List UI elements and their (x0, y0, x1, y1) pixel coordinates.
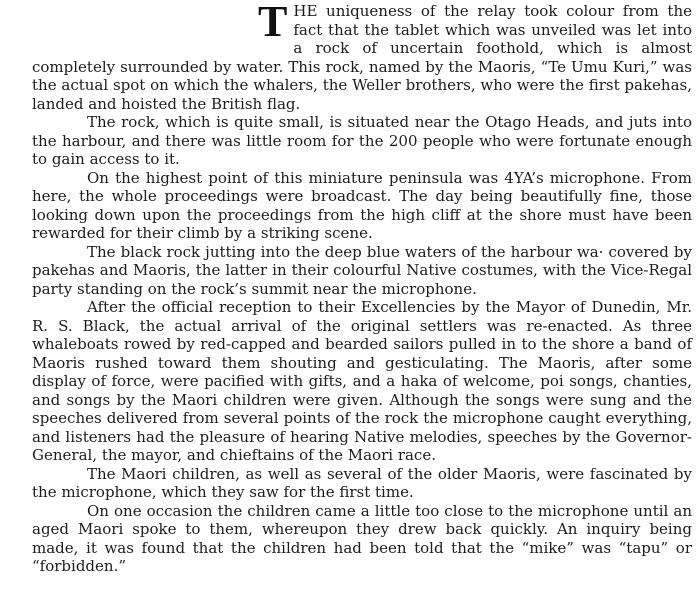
paragraph-6: The Maori children, as well as several of the older Maoris, were fascinated by the microphone, which they saw for the first time. (32, 464, 692, 501)
paragraph-7: On one occasion the children came a little too close to the microphone until an aged Maori spoke to them, whereupon they drew back quickly. An inquiry being made, it was found that the children had been told that the “mike” was “tapu” or “forbidden.” (32, 501, 692, 575)
paragraph-3: On the highest point of this miniature peninsula was 4YA’s microphone. From here, the whole proceedings were broadcast. The day being beautifully fine, those looking down upon the proceedings from the high cliff at the shore must have been rewarded for their climb by a striking scene. (32, 168, 692, 242)
paragraph-1-text: HE uniqueness of the relay took colour from the fact that the tablet which was unveiled was let into a rock of uncertain foothold, which is almost completely surrounded by water. This rock, named by the Maoris, “Te Umu Kuri,” was the actual spot on which the whalers, the Weller brothers, who were the first pakehas, landed and hoisted the British flag. (32, 2, 692, 113)
paragraph-2: The rock, which is quite small, is situated near the Otago Heads, and juts into the harbour, and there was little room for the 200 people who were fortunate enough to gain access to it. (32, 113, 692, 168)
paragraph-5: After the official reception to their Excellencies by the Mayor of Dunedin, Mr. R. S. Black, the actual arrival of the original settlers was re-enacted. As three whaleboats rowed by red-capped and bearded sailors pulled in to the shore a band of Maoris rushed toward them shouting and gesticulating. The Maoris, after some display of force, were pacified with gifts, and a haka of welcome, poi songs, chanties, and songs by the Maori children were given. Although the songs were sung and the speeches delivered from several points of the rock the microphone caught everything, and listeners had the pleasure of hearing Native melodies, speeches by the Governor-General, the mayor, and chieftains of the Maori race. (32, 298, 692, 464)
paragraph-4: The black rock jutting into the deep blue waters of the harbour wa· covered by pakehas and Maoris, the latter in their colourful Native costumes, with the Vice-Regal party standing on the rock’s summit near the microphone. (32, 242, 692, 298)
paragraph-1 (32, 2, 692, 113)
drop-cap-letter: T (258, 0, 288, 46)
article-body (32, 2, 692, 576)
